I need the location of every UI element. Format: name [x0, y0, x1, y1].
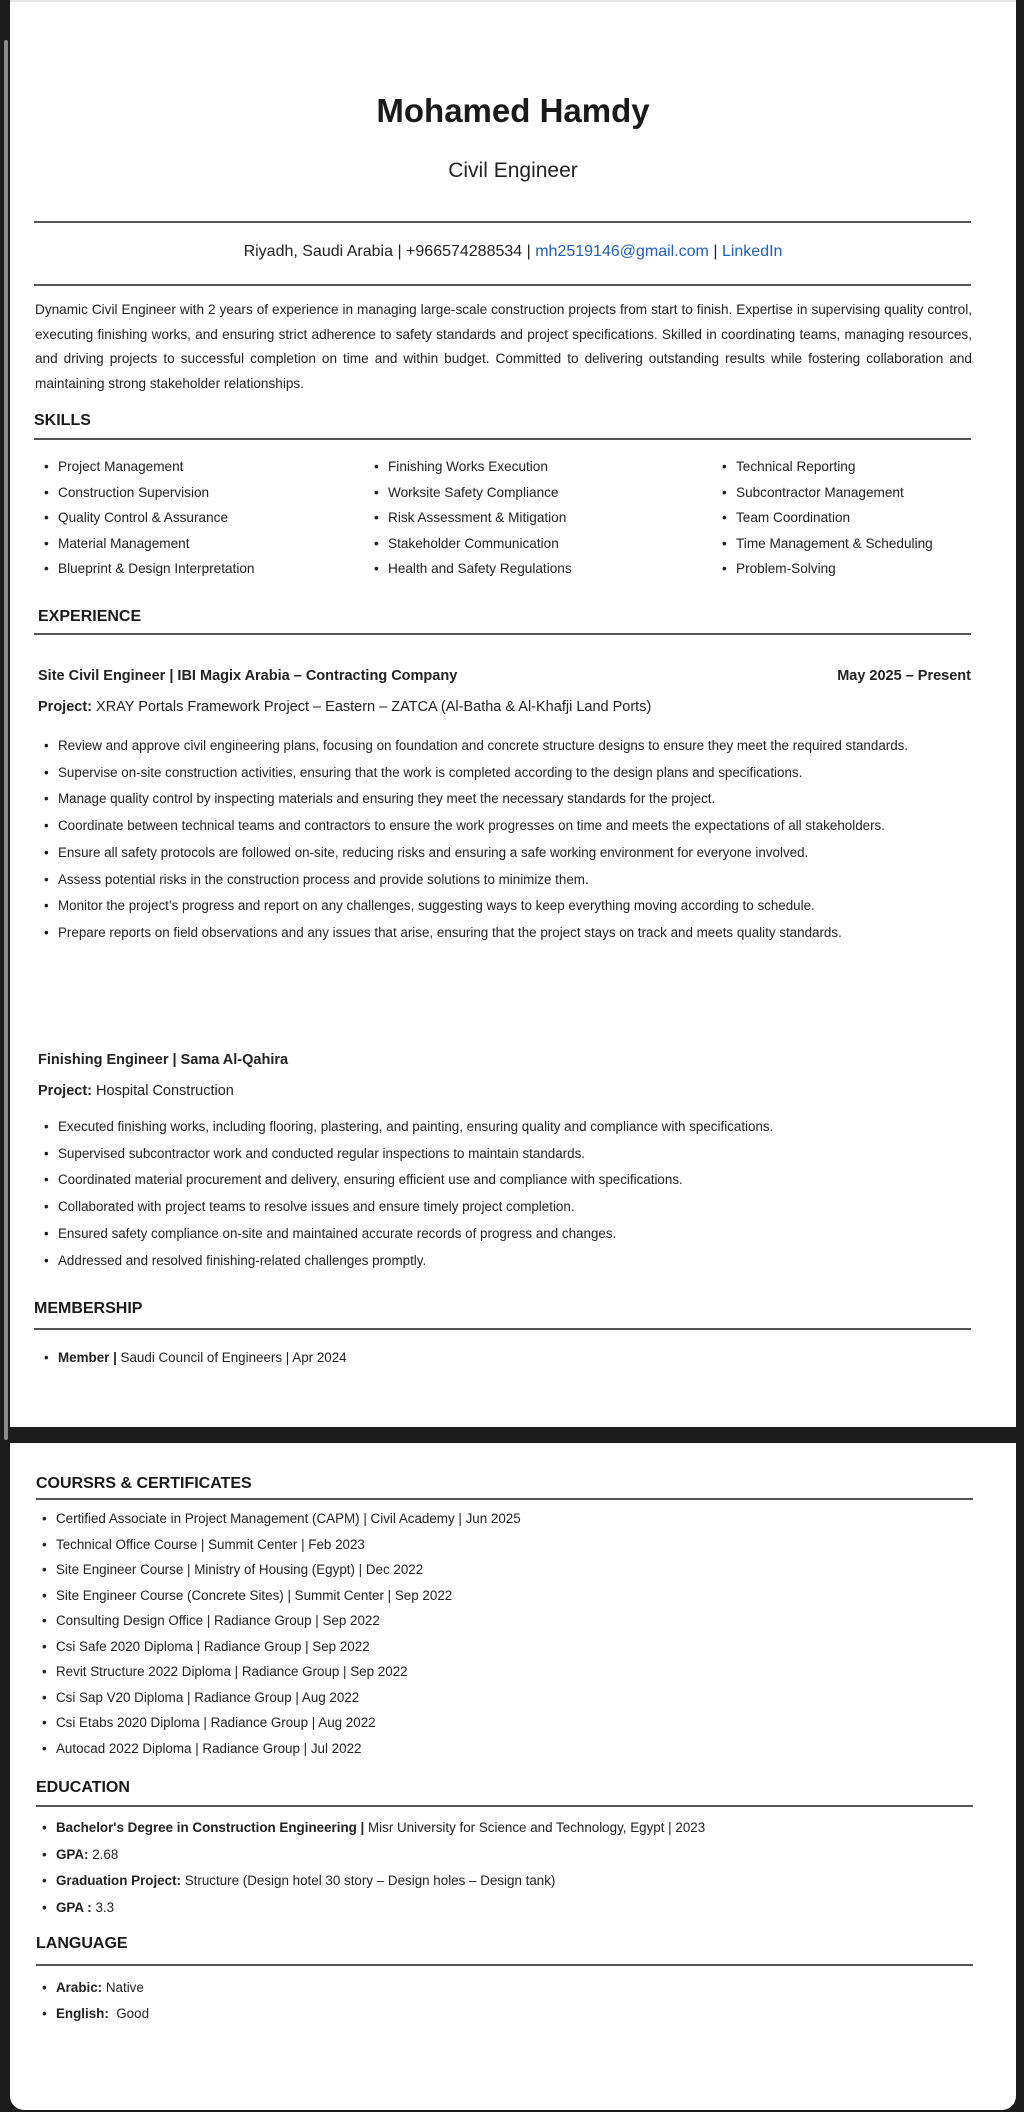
job-dates: May 2025 – Present — [837, 668, 971, 684]
item-label: Member | — [58, 1350, 121, 1365]
course-item: • Certified Associate in Project Management (CAPM) | Civil Academy | Jun 2025 — [36, 1506, 971, 1532]
item-label: GPA : — [56, 1900, 96, 1916]
job-bullet: • Manage quality control by inspecting materials and ensuring they meet the necessary standards for the project. — [38, 786, 973, 813]
separator: | — [708, 243, 722, 260]
education-item — [36, 1895, 971, 1922]
item-value: Good — [116, 2005, 150, 2021]
courses-heading: COURSRS & CERTIFICATES — [36, 1475, 252, 1492]
job-header — [38, 1052, 971, 1068]
experience-heading: EXPERIENCE — [38, 608, 142, 625]
skills-heading: SKILLS — [34, 412, 91, 429]
skill-item: • Health and Safety Regulations — [368, 556, 572, 582]
job-bullet: • Executed finishing works, including flooring, plastering, and painting, ensuring quality and compliance with specifications. — [38, 1114, 973, 1141]
divider — [34, 1328, 971, 1330]
job-project — [38, 1083, 234, 1099]
job-bullets — [38, 733, 973, 947]
course-item: • Site Engineer Course | Ministry of Housing (Egypt) | Dec 2022 — [36, 1557, 971, 1583]
divider — [34, 633, 971, 635]
project-name: Hospital Construction — [96, 1083, 234, 1099]
skill-item: • Team Coordination — [716, 505, 933, 531]
job-bullet: • Ensured safety compliance on-site and maintained accurate records of progress and changes. — [38, 1221, 973, 1248]
item-value: 3.3 — [95, 1900, 115, 1916]
job-bullet: • Collaborated with project teams to resolve issues and ensure timely project completion. — [38, 1194, 973, 1221]
item-value: Misr University for Science and Technology, Egypt | 2023 — [368, 1820, 706, 1835]
divider — [36, 1498, 973, 1500]
skills-column — [716, 454, 933, 582]
location: Riyadh, Saudi Arabia — [243, 243, 393, 260]
item-value: 2.68 — [92, 1846, 119, 1862]
skill-item: • Finishing Works Execution — [368, 454, 572, 480]
course-item: • Technical Office Course | Summit Center | Feb 2023 — [36, 1532, 971, 1558]
job-bullet: • Supervise on-site construction activities, ensuring that the work is completed according to the design plans and specifications. — [38, 760, 973, 787]
course-item: • Site Engineer Course (Concrete Sites) | Summit Center | Sep 2022 — [36, 1583, 971, 1609]
language-item — [36, 1975, 971, 2001]
membership-list — [38, 1345, 973, 1371]
skill-item: • Project Management — [38, 454, 254, 480]
project-name: XRAY Portals Framework Project – Eastern – ZATCA (Al-Batha & Al-Khafji Land Ports) — [96, 699, 652, 715]
scrollbar[interactable] — [4, 40, 8, 1440]
skill-item: • Blueprint & Design Interpretation — [38, 556, 254, 582]
item-value: Native — [105, 1980, 144, 1995]
item-value: Saudi Council of Engineers | Apr 2024 — [120, 1350, 347, 1365]
job-bullet: • Addressed and resolved finishing-related challenges promptly. — [38, 1248, 973, 1275]
job-bullet: • Coordinated material procurement and delivery, ensuring efficient use and compliance with specifications. — [38, 1167, 973, 1194]
language-heading: LANGUAGE — [36, 1935, 128, 1952]
job-title: Site Civil Engineer | IBI Magix Arabia – Contracting Company — [38, 668, 458, 684]
courses-list — [36, 1506, 971, 1761]
linkedin-link[interactable]: LinkedIn — [721, 243, 783, 260]
skills-column — [38, 454, 254, 582]
divider — [36, 1964, 973, 1966]
professional-summary: Dynamic Civil Engineer with 2 years of experience in managing large-scale construction projects from start to finish. Expertise in supervising quality control, executing finishing works, and ensuring strict adherence to safety standards and project specifications. Skilled in coordinating teams, managing resources, and driving projects to successful completion on time and within budget. Committed to delivering outstanding results while fostering collaboration and maintaining strong stakeholder relationships. — [35, 302, 972, 391]
candidate-name: Mohamed Hamdy — [376, 92, 650, 129]
divider — [34, 221, 971, 223]
language-item — [36, 2001, 971, 2027]
skill-item: • Technical Reporting — [716, 454, 933, 480]
skill-item: • Construction Supervision — [38, 480, 254, 506]
skill-item: • Problem-Solving — [716, 556, 933, 582]
job-title: Finishing Engineer | Sama Al-Qahira — [38, 1052, 289, 1068]
contact-line — [10, 243, 1016, 261]
item-label: GPA: — [56, 1846, 93, 1862]
education-item — [36, 1868, 971, 1895]
divider — [34, 284, 971, 286]
job-bullet: • Ensure all safety protocols are followed on-site, reducing risks and ensuring a safe working environment for everyone involved. — [38, 840, 973, 867]
skill-item: • Material Management — [38, 531, 254, 557]
skill-item: • Worksite Safety Compliance — [368, 480, 572, 506]
separator: | — [393, 243, 407, 260]
course-item: • Csi Sap V20 Diploma | Radiance Group | Aug 2022 — [36, 1685, 971, 1711]
separator: | — [522, 243, 536, 260]
skill-item: • Time Management & Scheduling — [716, 531, 933, 557]
job-bullet: • Monitor the project’s progress and report on any challenges, suggesting ways to keep everything moving according to schedule. — [38, 893, 973, 920]
course-item: • Autocad 2022 Diploma | Radiance Group | Jul 2022 — [36, 1736, 971, 1762]
job-bullet: • Prepare reports on field observations and any issues that arise, ensuring that the project stays on track and meets quality standards. — [38, 920, 973, 947]
resume-page-2 — [10, 1443, 1016, 2110]
job-project — [38, 699, 651, 715]
job-bullets — [38, 1114, 973, 1274]
membership-item — [38, 1345, 973, 1371]
skill-item: • Subcontractor Management — [716, 480, 933, 506]
resume-page-1 — [10, 0, 1016, 1427]
course-item: • Csi Safe 2020 Diploma | Radiance Group | Sep 2022 — [36, 1634, 971, 1660]
project-label: Project: — [38, 1083, 92, 1099]
job-bullet: • Assess potential risks in the construction process and provide solutions to minimize them. — [38, 867, 973, 894]
phone: +966574288534 — [406, 243, 523, 260]
candidate-title: Civil Engineer — [448, 159, 578, 182]
job-bullet: • Review and approve civil engineering plans, focusing on foundation and concrete structure designs to ensure they meet the required standards. — [38, 733, 973, 760]
item-label: English: — [56, 2005, 117, 2021]
item-label: Arabic: — [56, 1980, 106, 1995]
divider — [34, 438, 971, 440]
job-bullet: • Supervised subcontractor work and conducted regular inspections to maintain standards. — [38, 1141, 973, 1168]
email-link[interactable]: mh2519146@gmail.com — [535, 243, 709, 260]
education-item — [36, 1815, 971, 1842]
education-heading: EDUCATION — [36, 1779, 130, 1796]
membership-heading: MEMBERSHIP — [34, 1300, 143, 1317]
language-list — [36, 1975, 971, 2026]
divider — [36, 1805, 973, 1807]
job-bullet: • Coordinate between technical teams and contractors to ensure the work progresses on time and meets the expectations of all stakeholders. — [38, 813, 973, 840]
skill-item: • Stakeholder Communication — [368, 531, 572, 557]
course-item: • Consulting Design Office | Radiance Group | Sep 2022 — [36, 1608, 971, 1634]
item-value: Structure (Design hotel 30 story – Design holes – Design tank) — [184, 1873, 556, 1889]
skills-column — [368, 454, 572, 582]
skill-item: • Quality Control & Assurance — [38, 505, 254, 531]
job-header — [38, 668, 971, 684]
education-item — [36, 1842, 971, 1869]
course-item: • Csi Etabs 2020 Diploma | Radiance Group | Aug 2022 — [36, 1710, 971, 1736]
course-item: • Revit Structure 2022 Diploma | Radiance Group | Sep 2022 — [36, 1659, 971, 1685]
project-label: Project: — [38, 699, 92, 715]
skill-item: • Risk Assessment & Mitigation — [368, 505, 572, 531]
education-list — [36, 1815, 971, 1922]
item-label: Graduation Project: — [56, 1873, 185, 1889]
item-label: Bachelor's Degree in Construction Engineering | — [56, 1820, 368, 1835]
